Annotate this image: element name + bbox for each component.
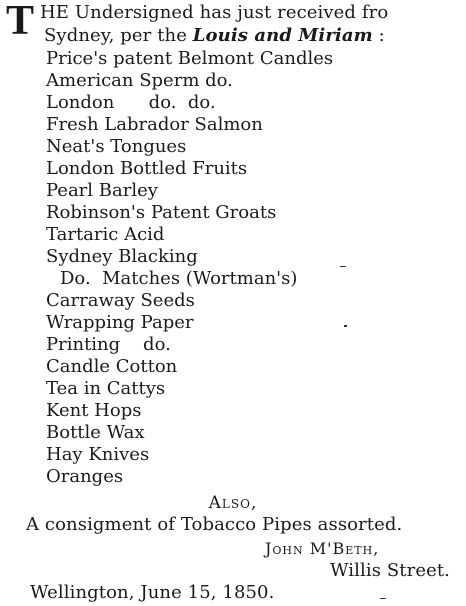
- drop-cap-letter: T: [6, 0, 35, 44]
- print-speck: [380, 598, 386, 599]
- advert-source-line: [44, 25, 385, 47]
- print-speck: [344, 325, 347, 327]
- merchant-address: Willis Street.: [330, 560, 450, 581]
- also-heading: Also,: [208, 493, 258, 513]
- goods-item: Kent Hops: [46, 400, 142, 421]
- goods-item: Tartaric Acid: [46, 224, 165, 245]
- goods-item: Tea in Cattys: [46, 378, 166, 399]
- goods-item: Candle Cotton: [46, 356, 178, 377]
- goods-item: London Bottled Fruits: [46, 158, 248, 179]
- source-prefix: Sydney, per the: [44, 25, 193, 46]
- goods-item: Sydney Blacking: [46, 246, 198, 267]
- goods-item: Oranges: [46, 466, 124, 487]
- goods-item: London do. do.: [46, 92, 216, 113]
- merchant-signature: John M'Beth,: [265, 539, 380, 558]
- goods-item: Robinson's Patent Groats: [46, 202, 277, 223]
- goods-item: Bottle Wax: [46, 422, 145, 443]
- advert-date: Wellington, June 15, 1850.: [30, 582, 275, 603]
- goods-item: Pearl Barley: [46, 180, 158, 201]
- goods-item: Hay Knives: [46, 444, 150, 465]
- goods-item: American Sperm do.: [46, 70, 233, 91]
- goods-item: Wrapping Paper: [46, 312, 194, 333]
- print-speck: [340, 266, 346, 267]
- goods-list: [46, 48, 333, 488]
- goods-item: Do. Matches (Wortman's): [60, 268, 298, 289]
- source-suffix: :: [372, 25, 385, 46]
- consignment-line: A consigment of Tobacco Pipes assorted.: [26, 514, 403, 535]
- goods-item: Price's patent Belmont Candles: [46, 48, 334, 69]
- advert-heading-line: HE Undersigned has just received fro: [40, 2, 389, 23]
- goods-item: Neat's Tongues: [46, 136, 187, 157]
- ship-name: Louis and Miriam: [192, 25, 373, 46]
- goods-item: Fresh Labrador Salmon: [46, 114, 263, 135]
- goods-item: Carraway Seeds: [46, 290, 195, 311]
- goods-item: Printing do.: [46, 334, 171, 355]
